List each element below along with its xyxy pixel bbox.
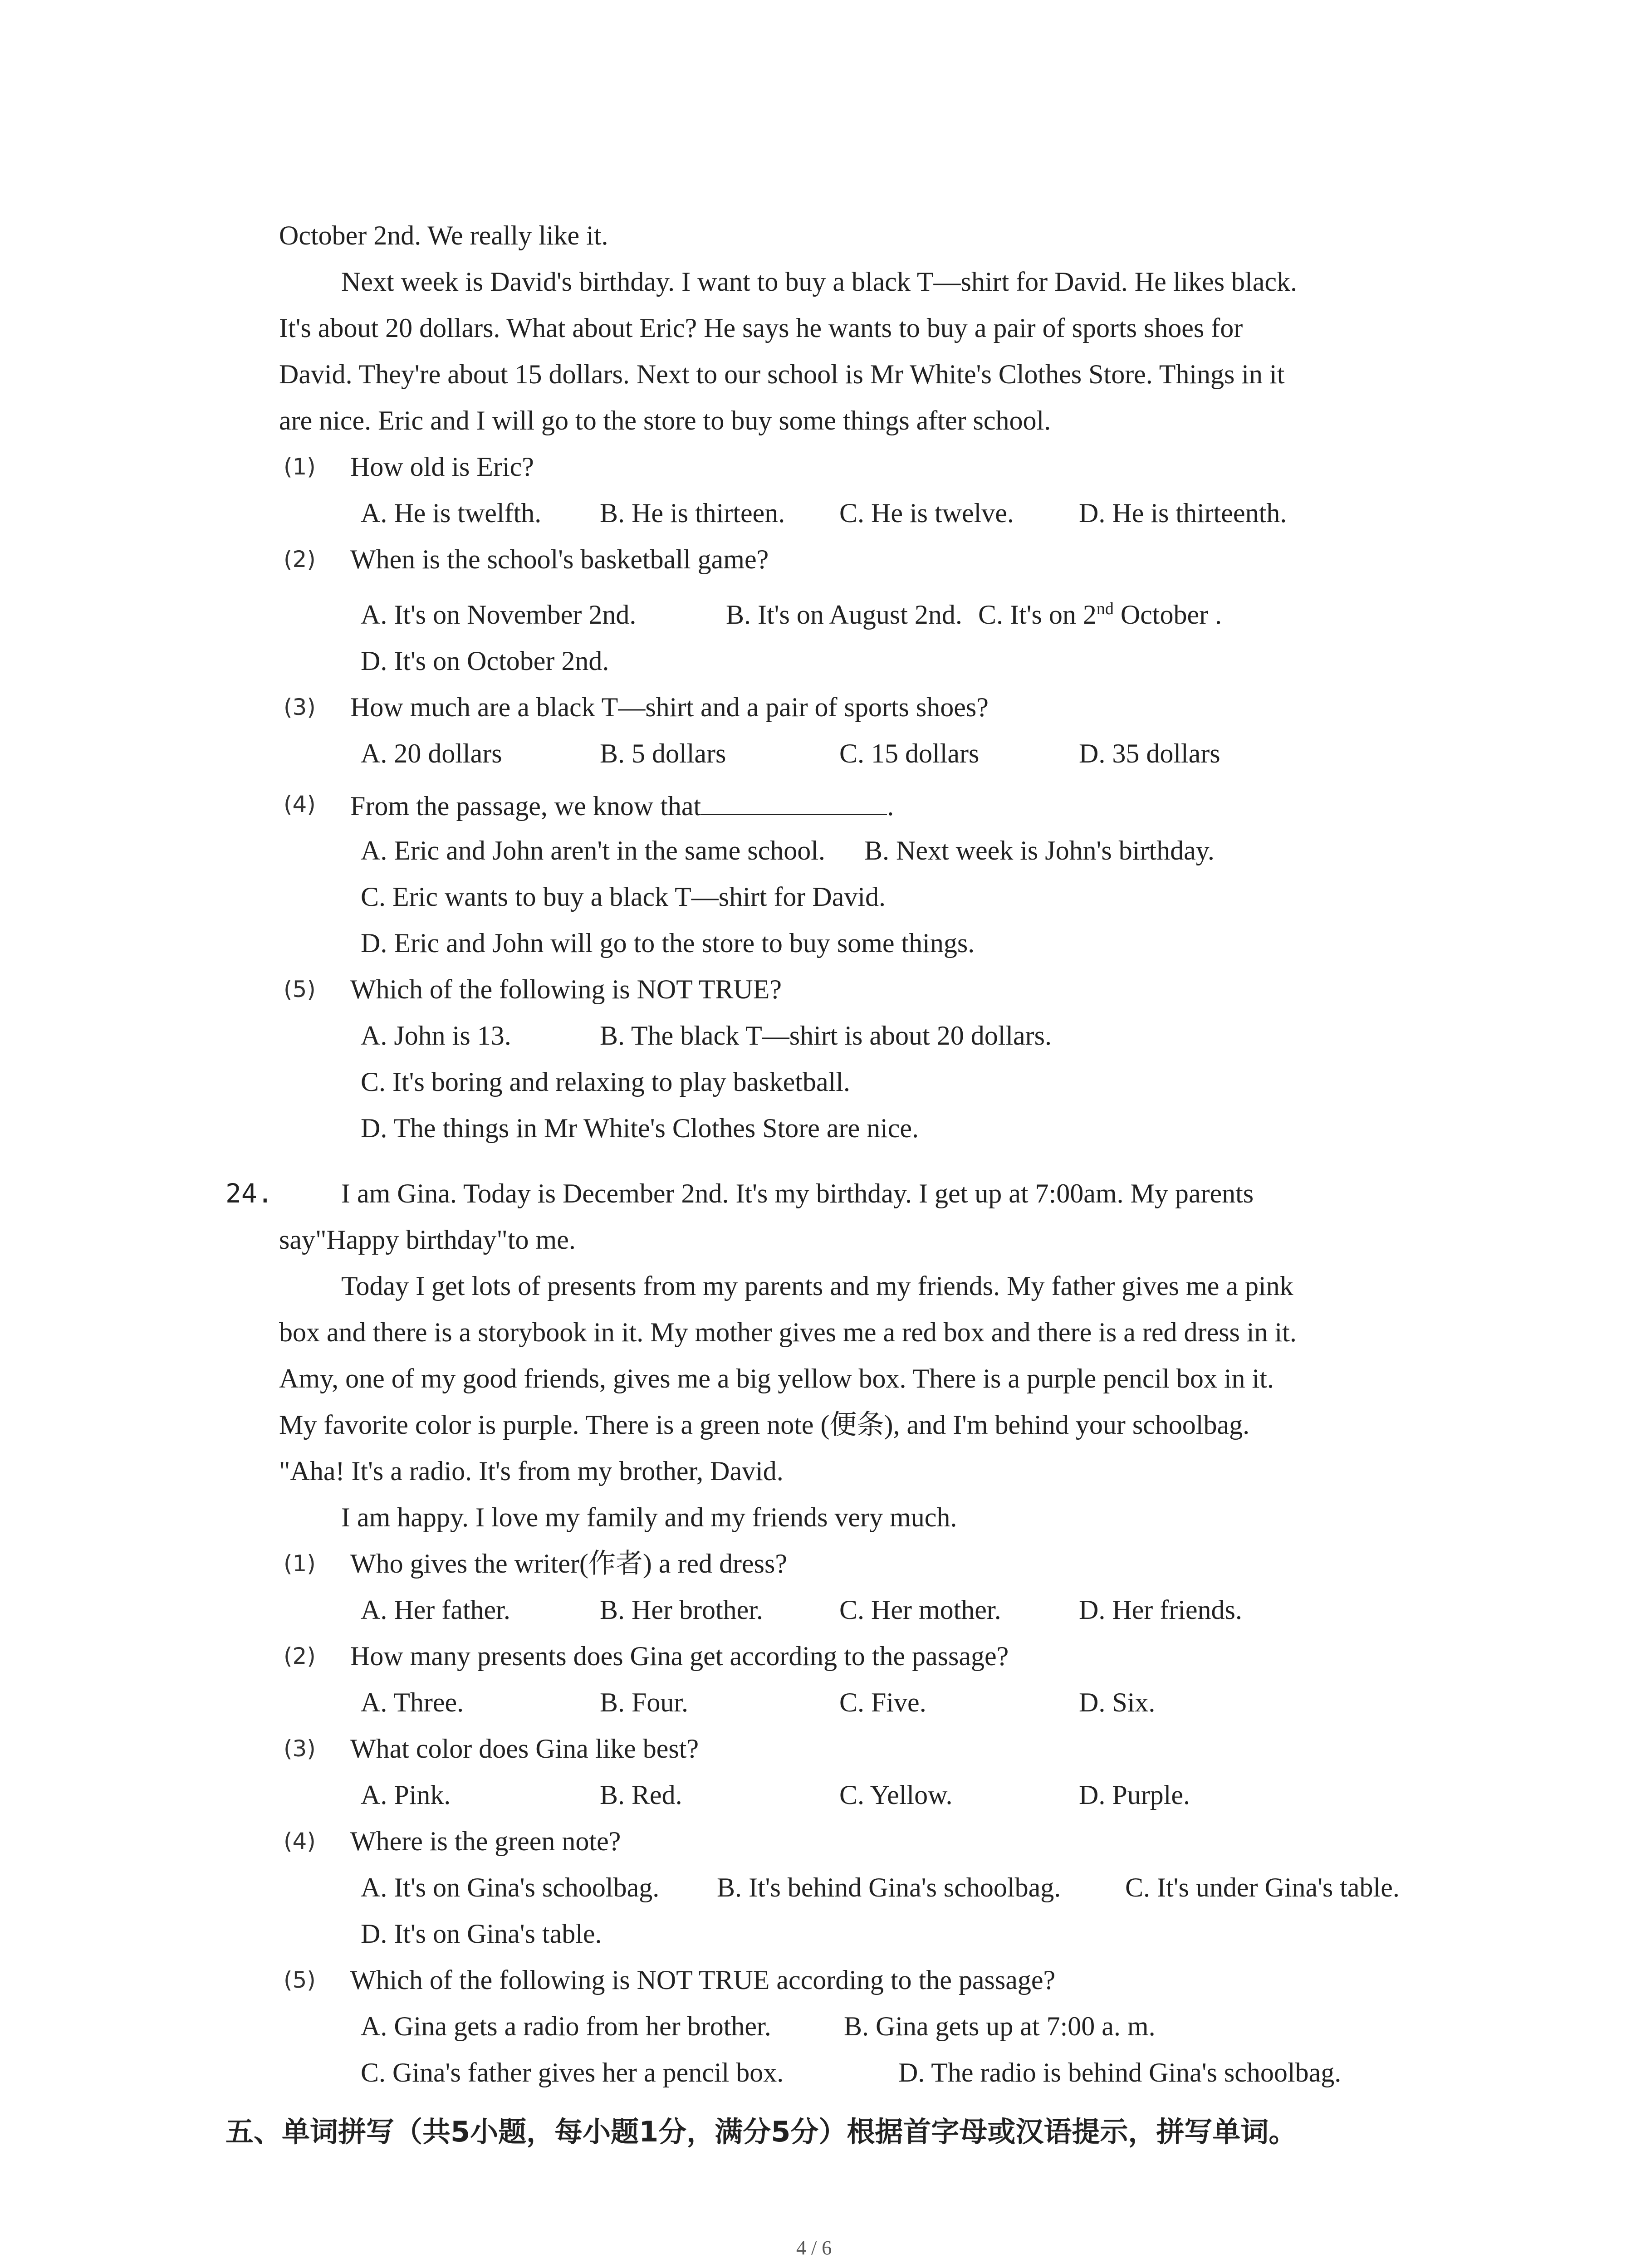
option-b: B. Four. [600,1687,689,1717]
passage-line: say"Happy birthday"to me. [279,1225,576,1255]
option-c: C. Yellow. [839,1780,953,1810]
option-b: B. He is thirteen. [600,498,785,528]
question-number: (3) [284,694,316,720]
question-text: Who gives the writer(作者) a red dress? [350,1549,787,1579]
passage-line: box and there is a storybook in it. My mother gives me a red box and there is a red dress in it. [279,1317,1297,1347]
question-number: (5) [284,1967,316,1993]
passage-line: are nice. Eric and I will go to the store to buy some things after school. [279,406,1051,435]
option-d: D. It's on Gina's table. [361,1919,602,1949]
option-c-text: C. It's on 2 [978,600,1097,630]
question-number: (1) [284,454,316,480]
option-a: A. He is twelfth. [361,498,542,528]
passage-line: "Aha! It's a radio. It's from my brother, David. [279,1456,784,1486]
option-c: C. It's boring and relaxing to play basketball. [361,1067,850,1097]
option-d: D. 35 dollars [1079,738,1220,768]
option-b: B. Her brother. [600,1595,763,1625]
option-b: B. 5 dollars [600,738,726,768]
question-text-stem: From the passage, we know that [350,791,701,821]
option-b: B. Red. [600,1780,682,1810]
option-c: C. It's under Gina's table. [1125,1872,1400,1902]
option-b: B. It's behind Gina's schoolbag. [717,1872,1061,1902]
question-number: (2) [284,1643,316,1669]
passage-line: Amy, one of my good friends, gives me a big yellow box. There is a purple pencil box in it. [279,1364,1274,1393]
passage-line: I am happy. I love my family and my friends very much. [341,1502,957,1532]
option-c: C. He is twelve. [839,498,1014,528]
question-text: How old is Eric? [350,452,534,482]
passage-line: My favorite color is purple. There is a green note (便条), and I'm behind your schoolbag. [279,1410,1250,1440]
option-a: A. Pink. [361,1780,451,1810]
option-c: C. Five. [839,1687,926,1717]
option-c: C. Gina's father gives her a pencil box. [361,2058,784,2087]
passage-line: It's about 20 dollars. What about Eric? He says he wants to buy a pair of sports shoes for [279,313,1243,343]
option-a: A. 20 dollars [361,738,502,768]
question-number: (3) [284,1735,316,1762]
option-a: A. Eric and John aren't in the same school. [361,836,825,865]
question-text: Which of the following is NOT TRUE according to the passage? [350,1965,1056,1995]
question-number: (4) [284,1828,316,1854]
passage-line: David. They're about 15 dollars. Next to our school is Mr White's Clothes Store. Things in it [279,359,1285,389]
option-c-month: October . [1120,600,1222,630]
superscript-nd: nd [1096,599,1114,618]
passage-line: Today I get lots of presents from my parents and my friends. My father gives me a pink [341,1271,1293,1301]
question-24-number: 24. [225,1178,273,1209]
option-b: B. Next week is John's birthday. [864,836,1215,865]
option-d: D. Six. [1079,1687,1156,1717]
answer-blank [701,787,887,815]
option-d: D. The things in Mr White's Clothes Store are nice. [361,1113,919,1143]
option-b: B. It's on August 2nd. [726,600,962,630]
option-a: A. It's on Gina's schoolbag. [361,1872,660,1902]
passage-line: Next week is David's birthday. I want to buy a black T—shirt for David. He likes black. [341,267,1297,297]
question-text: How many presents does Gina get according to the passage? [350,1641,1009,1671]
option-d: D. Purple. [1079,1780,1190,1810]
option-a: A. John is 13. [361,1021,511,1051]
question-text: Which of the following is NOT TRUE? [350,974,782,1004]
option-d: D. The radio is behind Gina's schoolbag. [898,2058,1342,2087]
question-number: (2) [284,546,316,572]
option-c [978,597,1222,632]
option-a: A. Gina gets a radio from her brother. [361,2011,771,2041]
option-d: D. He is thirteenth. [1079,498,1287,528]
option-a: A. It's on November 2nd. [361,600,637,630]
option-b: B. The black T—shirt is about 20 dollars. [600,1021,1052,1051]
option-d: D. Eric and John will go to the store to buy some things. [361,928,975,958]
question-text: When is the school's basketball game? [350,544,769,574]
question-number: (4) [284,791,316,817]
page-number: 4 / 6 [796,2237,832,2259]
question-text: Where is the green note? [350,1826,621,1856]
option-d: D. Her friends. [1079,1595,1242,1625]
question-number: (1) [284,1550,316,1577]
passage-line: October 2nd. We really like it. [279,220,608,250]
passage-line: I am Gina. Today is December 2nd. It's my birthday. I get up at 7:00am. My parents [341,1178,1254,1208]
option-a: A. Three. [361,1687,464,1717]
option-c: C. Eric wants to buy a black T—shirt for David. [361,882,886,912]
option-c: C. Her mother. [839,1595,1001,1625]
option-d: D. It's on October 2nd. [361,646,609,676]
question-number: (5) [284,976,316,1002]
question-text: What color does Gina like best? [350,1734,699,1764]
option-c: C. 15 dollars [839,738,980,768]
option-a: A. Her father. [361,1595,510,1625]
question-text: How much are a black T—shirt and a pair of sports shoes? [350,692,989,722]
option-b: B. Gina gets up at 7:00 a. m. [844,2011,1156,2041]
question-text: From the passage, we know that . [350,787,894,824]
section-heading: 五、单词拼写（共5小题，每小题1分，满分5分）根据首字母或汉语提示，拼写单词。 [225,2115,1297,2148]
